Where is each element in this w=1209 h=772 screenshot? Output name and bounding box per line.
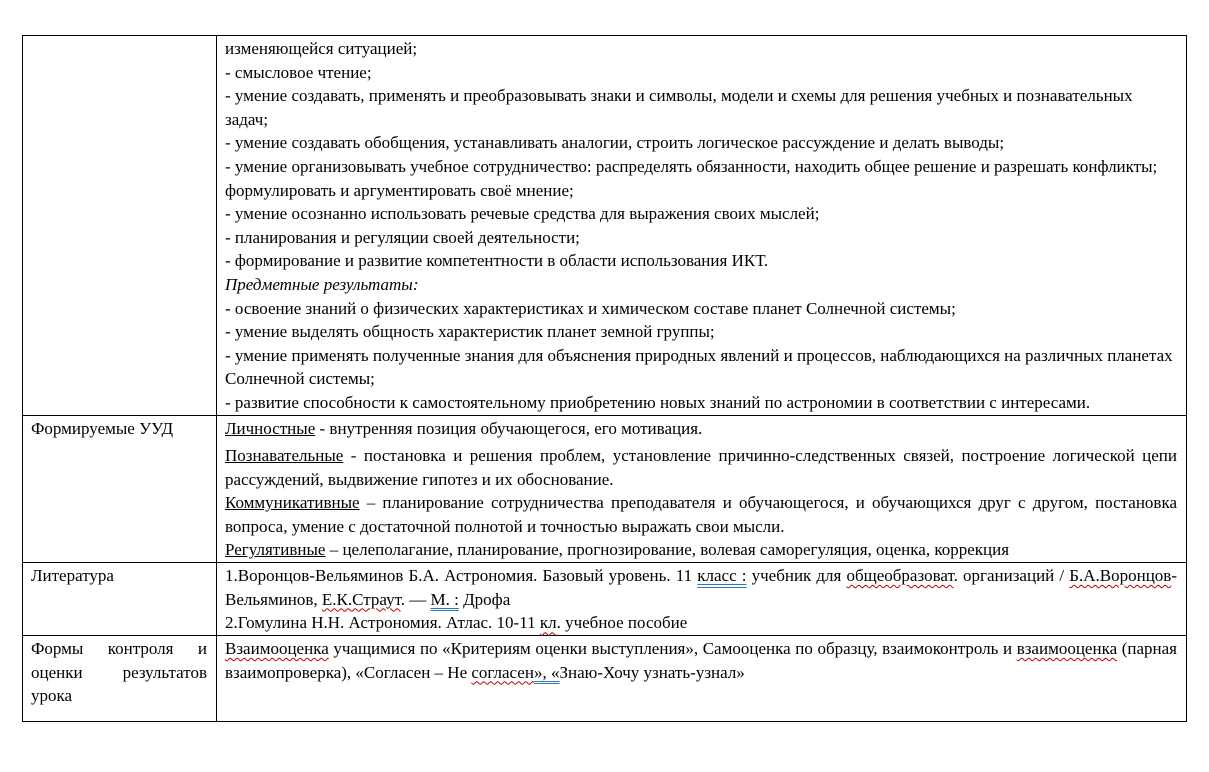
uud-term: Личностные	[225, 418, 316, 438]
uud-term: Познавательные	[225, 446, 344, 466]
list-item: - планирования и регуляции своей деятельности;	[225, 227, 580, 247]
table-row	[23, 636, 1187, 722]
row-label-empty	[23, 36, 217, 416]
uud-cognitive	[225, 444, 1177, 491]
row-label-uud: Формируемые УУД	[23, 415, 217, 563]
uud-term: Регулятивные	[225, 540, 326, 560]
list-item: изменяющейся ситуацией;	[225, 39, 418, 58]
row-label-literature: Литература	[23, 563, 217, 636]
list-item: - умение создавать обобщения, устанавливать аналогии, строить логическое рассуждение и делать выводы;	[225, 133, 1005, 153]
literature-item-2: 2.Гомулина Н.Н. Астрономия. Атлас. 10-11 кл. учебное пособие	[225, 613, 688, 633]
table-row	[23, 563, 1187, 636]
list-item: - освоение знаний о физических характеристиках и химическом составе планет Солнечной системы;	[225, 298, 956, 318]
uud-term: Коммуникативные	[225, 493, 360, 513]
forms-cell	[217, 636, 1187, 722]
uud-cell	[217, 415, 1187, 563]
row-label-forms: Формы контроля и оценки результатов урока	[23, 636, 217, 722]
literature-cell	[217, 563, 1187, 636]
list-item: - умение создавать, применять и преобразовывать знаки и символы, модели и схемы для решения учебных и познавательных задач;	[225, 86, 1133, 129]
lesson-plan-table	[22, 35, 1187, 722]
list-item: - умение осознанно использовать речевые средства для выражения своих мыслей;	[225, 204, 820, 224]
uud-text: – планирование сотрудничества преподавателя и обучающегося, и обучающихся друг с другом, постановка вопроса, умение с достаточной полнотой и точностью выражать свои мысли.	[225, 493, 1177, 536]
forms-text: Взаимооценка учащимися по «Критериям оценки выступления», Самооценка по образцу, взаимоконтроль и взаимооценка (парная взаимопроверка), «Согласен – Не согласен», «Знаю-Хочу узнать-узнал»	[225, 639, 1177, 682]
table-row	[23, 415, 1187, 563]
list-item: - умение организовывать учебное сотрудничество: распределять обязанности, находить общее решение и разрешать конфликты; формулировать и аргументировать своё мнение;	[225, 156, 1158, 200]
uud-communicative	[225, 491, 1177, 538]
table-row	[23, 36, 1187, 416]
uud-text: - постановка и решения проблем, установление причинно-следственных связей, построение логической цепи рассуждений, выдвижение гипотез и их обоснование.	[225, 446, 1177, 489]
list-item: - умение выделять общность характеристик планет земной группы;	[225, 322, 715, 342]
list-item: - развитие способности к самостоятельному приобретению новых знаний по астрономии в соответствии с интересами.	[225, 392, 1091, 412]
uud-text: – целеполагание, планирование, прогнозирование, волевая саморегуляция, оценка, коррекция	[325, 540, 1010, 560]
literature-item-1: 1.Воронцов-Вельяминов Б.А. Астрономия. Базовый уровень. 11 класс : учебник для общеобразоват. организаций / Б.А.Воронцов-Вельяминов, Е.К.Страут. — М. : Дрофа	[225, 566, 1178, 609]
uud-text: - внутренняя позиция обучающегося, его мотивация.	[315, 418, 703, 438]
results-cell	[217, 36, 1187, 416]
uud-personal	[225, 417, 1177, 441]
uud-regulative	[225, 538, 1177, 562]
list-item: - смысловое чтение;	[225, 62, 372, 82]
list-item: - умение применять полученные знания для объяснения природных явлений и процессов, наблюдающихся на различных планетах Солнечной системы;	[225, 345, 1173, 389]
subject-results-heading: Предметные результаты:	[225, 274, 419, 294]
list-item: - формирование и развитие компетентности в области использования ИКТ.	[225, 251, 769, 271]
